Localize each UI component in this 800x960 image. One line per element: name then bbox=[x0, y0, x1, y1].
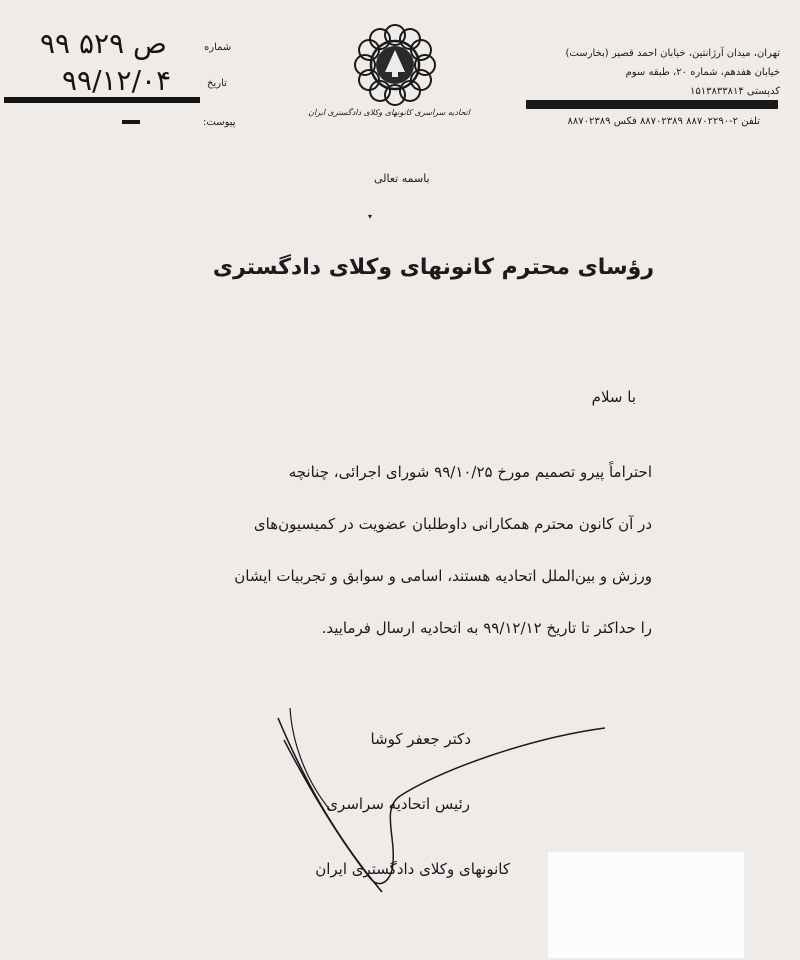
signer-title: رئیس اتحادیه سراسری bbox=[326, 795, 470, 813]
phone-fax-line: تلفن ۲-۸۸۷۰۲۲۹۰ ۸۸۷۰۲۳۸۹ فکس ۸۸۷۰۲۳۸۹ bbox=[567, 116, 760, 127]
address-block bbox=[500, 44, 780, 101]
body-line: را حداکثر تا تاریخ ۹۹/۱۲/۱۲ به اتحادیه ارسال فرمایید. bbox=[321, 619, 652, 637]
attachment-dash bbox=[122, 120, 140, 124]
letter-date-value: ۹۹/۱۲/۰۴ bbox=[62, 64, 172, 97]
address-line: خیابان هفدهم، شماره ۲۰، طبقه سوم bbox=[625, 67, 780, 78]
date-underline bbox=[4, 97, 200, 103]
small-mark-icon: ▾ bbox=[368, 212, 373, 221]
letter-body bbox=[122, 446, 652, 654]
body-line: احتراماً پیرو تصمیم مورخ ۹۹/۱۰/۲۵ شورای اجرائی، چنانچه bbox=[288, 463, 652, 481]
letter-number-value: ۹۹ ص ۵۲۹ bbox=[40, 27, 167, 60]
recipient-heading: رؤسای محترم کانونهای وکلای دادگستری bbox=[212, 255, 654, 280]
body-line: ورزش و بین‌الملل اتحادیه هستند، اسامی و سوابق و تجربیات ایشان bbox=[234, 567, 652, 585]
address-line: کدپستی ۱۵۱۳۸۳۳۸۱۴ bbox=[690, 86, 780, 97]
organization-caption: اتحادیه سراسری کانونهای وکلای دادگستری ایران bbox=[308, 108, 470, 117]
body-line: در آن کانون محترم همکارانی داوطلبان عضویت در کمیسیون‌های bbox=[253, 515, 652, 533]
greeting: با سلام bbox=[591, 388, 636, 406]
header-divider bbox=[526, 100, 778, 109]
number-label: شماره bbox=[204, 42, 232, 53]
date-label: تاریخ bbox=[207, 78, 227, 89]
address-line: تهران، میدان آرژانتین، خیابان احمد قصیر (بخارست) bbox=[565, 48, 780, 59]
invocation: باسمه تعالی bbox=[374, 172, 430, 185]
signer-organization: کانونهای وکلای دادگستری ایران bbox=[315, 860, 510, 878]
organization-emblem-icon bbox=[350, 20, 440, 110]
redaction-box bbox=[548, 852, 744, 958]
signer-name: دکتر جعفر کوشا bbox=[370, 730, 471, 748]
attachment-label: پیوست: bbox=[203, 117, 236, 128]
